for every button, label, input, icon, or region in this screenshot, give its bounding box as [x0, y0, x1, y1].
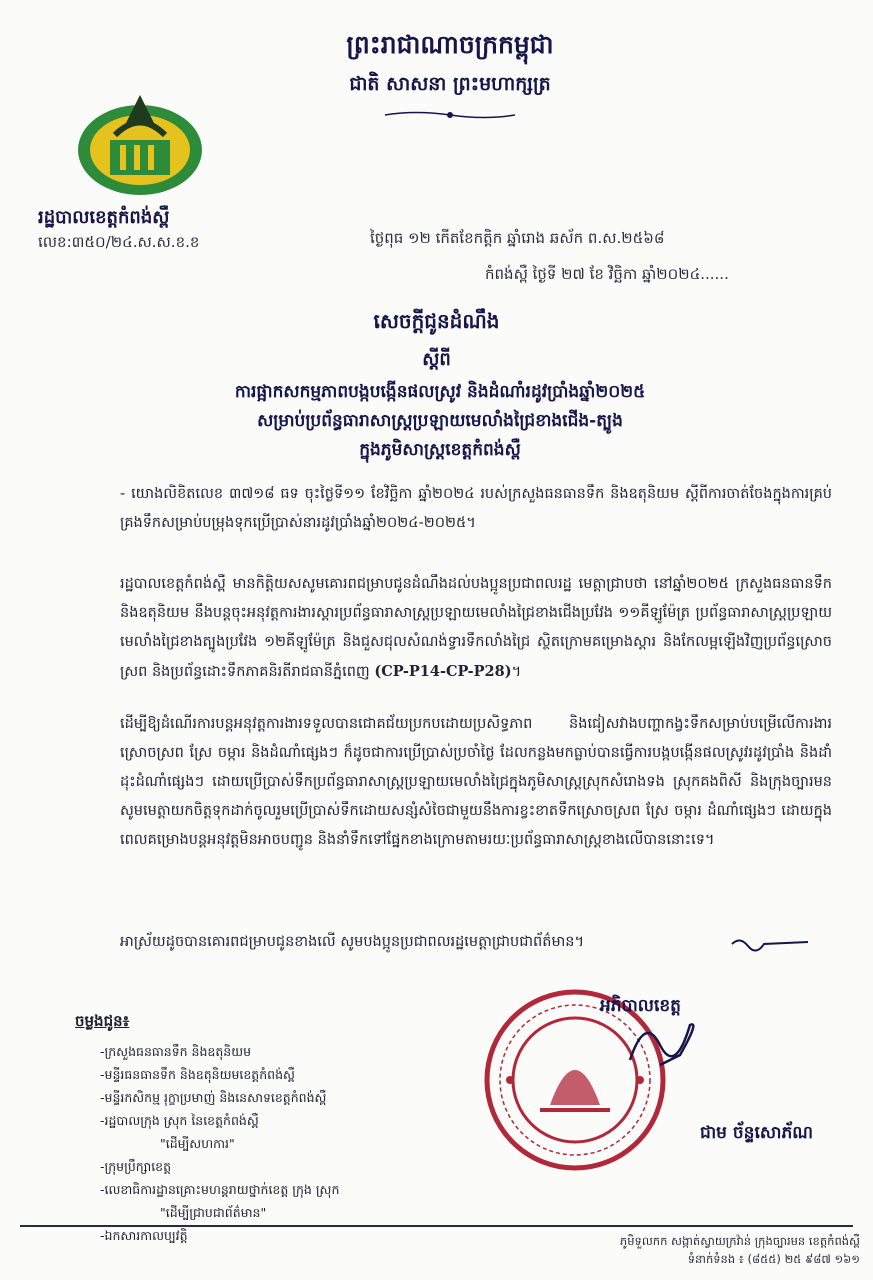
reference-paragraph: - យោងលិខិតលេខ ៣៧១៨ ធទ ចុះថ្ងៃទី១១ ខែវិច្ឆិកា ឆ្នាំ២០២៤ របស់ក្រសួងធនធានទឹក និងឧតុនិយម ស្តីពីការចាត់ចែងក្នុងការគ្រប់គ្រងទឹកសម្រាប់បម្រុងទុកប្រើប្រាស់នារដូវប្រាំងឆ្នាំ២០២៤-២០២៥។ [120, 486, 832, 531]
signer-title: អភិបាលខេត្ត [600, 996, 681, 1016]
cc-item: -ឯកសារកាលប្បវត្តិ [100, 1228, 188, 1243]
request-paragraph: ដើម្បីឱ្យដំណើរការបន្តអនុវត្តការងារទទួលបានជោគជ័យប្រកបដោយប្រសិទ្ធភាព និងជៀសវាងបញ្ហាកង្វះទឹកសម្រាប់បម្រើលើការងារស្រោចស្រព ស្រែ ចម្ការ និងដំណាំផ្សេងៗ ក៏ដូចជាការប្រើប្រាស់ប្រចាំថ្ងៃ ដែលកន្លងមកធ្លាប់បានធ្វើការបង្កបង្កើនផលស្រូវរដូវប្រាំង និងដាំដុះដំណាំផ្សេងៗ ដោយប្រើប្រាស់ទឹកប្រព័ន្ធធារាសាស្ត្រប្រឡាយមេលាំងជ្រៃក្នុងភូមិសាស្ត្រស្រុកសំរោងទង ស្រុកគងពិសី និងក្រុងច្បារមន សូមមេត្តាយកចិត្តទុកដាក់ចូលរួមប្រើប្រាស់ទឹកដោយសន្សំសំចៃជាមួយនឹងការខ្វះខាតទឹកស្រោចស្រព ស្រែ ចម្ការ ដំណាំផ្សេងៗ ដោយក្នុងពេលគម្រោងបន្តអនុវត្តមិនអាចបញ្ជូន និងនាំទឹកទៅផ្នែកខាងក្រោមតាមរយៈប្រព័ន្ធធារាសាស្ត្រខាងលើបាននោះទេ។ [120, 716, 832, 848]
issuing-authority: រដ្ឋបាលខេត្តកំពង់ស្ពឺ [38, 207, 170, 228]
signature-icon [620, 1010, 710, 1070]
subject-line: ការផ្អាកសកម្មភាពបង្កបង្កើនផលស្រូវ និងដំណាំរដូវប្រាំងឆ្នាំ២០២៥ [234, 382, 646, 402]
footer-phone: ទំនាក់ទំនង ៖ (៨៥៥) ២៥ ៩៨៧ ១៦១ [687, 1252, 860, 1266]
document-type-title: សេចក្តីជូនដំណឹង [373, 309, 500, 333]
subject-heading [100, 378, 780, 465]
footer-address: ភូមិទួលកក សង្កាត់ស្វាយក្រវ៉ាន់ ក្រុងច្បារមន ខេត្តកំពង់ស្ពឺ [619, 1234, 860, 1248]
kingdom-heading: ព្រះរាជាណាចក្រកម្ពុជា [346, 30, 554, 59]
subject-line: ក្នុងភូមិសាស្ត្រខេត្តកំពង់ស្ពឺ [359, 440, 521, 460]
signer-name: ជាម ច័ន្ទសោភ័ណ [700, 1123, 813, 1143]
cc-item: -ក្រសួងធនធានទឹក និងឧតុនិយម [100, 1044, 252, 1059]
cc-item: -រដ្ឋបាលក្រុង ស្រុក នៃខេត្តកំពង់ស្ពឺ [100, 1113, 259, 1128]
handwritten-mark-icon [730, 934, 810, 954]
cc-item: -មន្ទីរកសិកម្ម រុក្ខាប្រមាញ់ និងនេសាទខេត្តកំពង់ស្ពឺ [100, 1090, 327, 1105]
cc-item: -លេខាធិការដ្ឋានគ្រោះមហន្តរាយថ្នាក់ខេត្ត ក្រុង ស្រុក [100, 1182, 340, 1197]
closing-paragraph: អាស្រ័យដូចបានគោរពជម្រាបជូនខាងលើ សូមបងប្អូនប្រជាពលរដ្ឋមេត្តាជ្រាបជាព័ត៌មាន។ [120, 934, 585, 950]
subject-line: សម្រាប់ប្រព័ន្ធធារាសាស្ត្រប្រឡាយមេលាំងជ្រៃខាងជើង-ត្បូង [257, 411, 623, 431]
announcement-text: រដ្ឋបាលខេត្តកំពង់ស្ពឺ មានកិត្តិយសសូមគោរពជម្រាបជូនដំណឹងដល់បងប្អូនប្រជាពលរដ្ឋ មេត្តាជ្រាបថា នៅឆ្នាំ២០២៥ ក្រសួងធនធានទឹក និងឧតុនិយម នឹងបន្តចុះអនុវត្តការងារស្តារប្រព័ន្ធធារាសាស្ត្រប្រឡាយមេលាំងជ្រៃខាងជើងប្រវែង ១១គីឡូម៉ែត្រ ប្រព័ន្ធធារាសាស្ត្រប្រឡាយមេលាំងជ្រៃខាងត្បូងប្រវែង ១២គីឡូម៉ែត្រ និងជួសជុលសំណង់ទ្វារទឹកលាំងជ្រៃ ស្ថិតក្រោមគម្រោងស្តារ និងកែលម្អឡើងវិញប្រព័ន្ធស្រោចស្រព និងប្រព័ន្ធដោះទឹកភាគនិរតីរាជធានីភ្នំពេញ [120, 576, 832, 680]
cc-title: ចម្លងជូន៖ [75, 1012, 130, 1030]
cc-item-note: "ដើម្បីសហការ" [160, 1136, 235, 1151]
lunar-date: ថ្ងៃពុធ ១២ កើតខែកត្តិក ឆ្នាំរោង ឆស័ក ព.ស.២៥៦៨ [370, 229, 665, 247]
subject-label: ស្តីពី [422, 349, 451, 370]
cc-item: -ក្រុមប្រឹក្សាខេត្ត [100, 1159, 172, 1174]
cc-list [100, 1040, 339, 1247]
footer-contact [560, 1232, 860, 1268]
solar-date: កំពង់ស្ពឺ ថ្ងៃទី ២៧ ខែ វិច្ឆិកា ឆ្នាំ២០២៤...... [485, 265, 729, 283]
footer-divider [20, 1225, 853, 1227]
cc-item-note: "ដើម្បីជ្រាបជាព័ត៌មាន" [160, 1205, 267, 1220]
national-motto: ជាតិ សាសនា ព្រះមហាក្សត្រ [349, 73, 551, 95]
reference-number: លេខ:៣៥០/២៤.ស.ស.ខ.ខ [38, 233, 200, 251]
cc-item: -មន្ទីរធនធានទឹក និងឧតុនិយមខេត្តកំពង់ស្ពឺ [100, 1067, 295, 1082]
announcement-end: ។ [511, 664, 522, 680]
project-code: (CP-P14-CP-P28) [374, 663, 512, 680]
provincial-logo-icon [70, 85, 210, 200]
announcement-paragraph [120, 570, 832, 687]
ornament-divider-icon [380, 108, 520, 122]
